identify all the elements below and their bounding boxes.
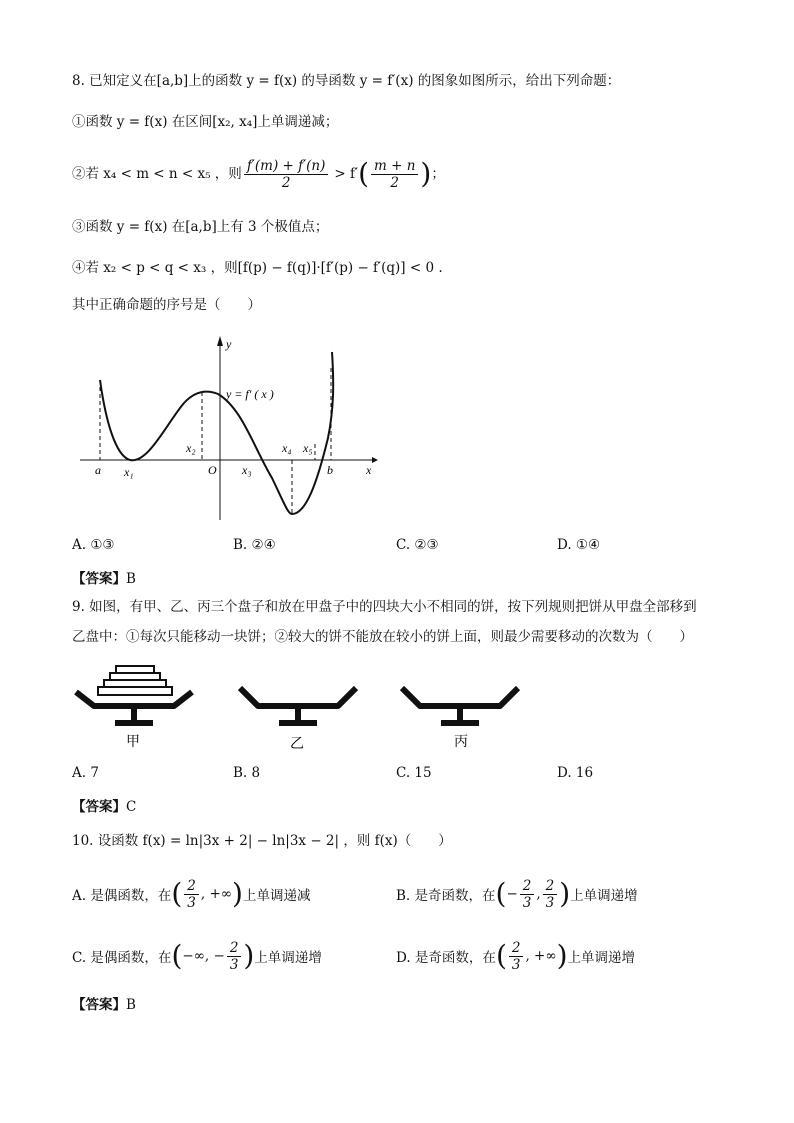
q8-option-d: D. ①④ [557, 537, 601, 553]
q10-optD-post: 上单调递增 [567, 950, 636, 966]
q10-optC-prefix: C. 是偶函数，在 [72, 950, 172, 966]
graph-y-label: y [226, 337, 232, 351]
q8-p2-frac-den: 2 [281, 174, 291, 191]
frac-num: 2 [184, 878, 199, 895]
q8-p2-frac2-den: 2 [390, 174, 399, 191]
q8-p2-fraction-2 [371, 158, 418, 191]
q9-option-c: C. 15 [396, 765, 432, 781]
q10-optB-frac-2 [543, 878, 558, 911]
graph-x-label: x [366, 463, 372, 477]
q10-stem: 10. 设函数 f(x) = ln|3x + 2| − ln|3x − 2| ，则 f(x)（ ） [72, 833, 452, 849]
right-paren-icon: ) [559, 877, 571, 910]
minus-sign: − [506, 886, 518, 902]
q9-plates-figure [72, 658, 532, 754]
q10-optD-prefix: D. 是奇函数，在 [396, 950, 496, 966]
right-paren-icon: ) [243, 939, 255, 972]
q10-answer-tag: 【答案】 [72, 997, 126, 1013]
q10-optB-frac-1 [520, 878, 535, 911]
graph-curve-label: y = f′ ( x ) [226, 387, 274, 401]
left-paren-icon: ( [495, 877, 507, 910]
q10-optC-frac [227, 940, 242, 973]
left-paren-icon: ( [171, 877, 183, 910]
left-paren-icon: ( [358, 157, 370, 190]
q9-stem-line-2: 乙盘中：①每次只能移动一块饼；②较大的饼不能放在较小的饼上面，则最少需要移动的次数为（ ） [72, 629, 693, 645]
q8-proposition-1: ①函数 y = f(x) 在区间[x₂, x₄]上单调递减； [72, 114, 339, 130]
q8-option-a: A. ①③ [72, 537, 115, 553]
q9-option-b: B. 8 [233, 765, 261, 781]
graph-label-x1: x₁ [124, 465, 134, 479]
q8-p2-mid: > f′ [334, 166, 359, 182]
plate-label-jia: 甲 [126, 735, 140, 750]
graph-label-x3: x₃ [242, 463, 252, 477]
q8-proposition-2 [72, 152, 445, 196]
q10-optA-prefix: A. 是偶函数，在 [72, 888, 172, 904]
frac-den: 3 [522, 894, 532, 911]
right-paren-icon: ) [556, 939, 568, 972]
q9-answer-tag: 【答案】 [72, 799, 126, 815]
graph-label-b: b [327, 463, 333, 477]
right-paren-icon: ) [232, 877, 243, 910]
graph-label-x5: x₅ [303, 441, 313, 455]
q8-stem: 8. 已知定义在[a,b]上的函数 y = f(x) 的导函数 y = f′(x) 的图象如图所示，给出下列命题： [72, 73, 621, 89]
frac-den: 3 [511, 956, 521, 973]
interval-end: , +∞ [200, 886, 233, 902]
frac-num: 2 [509, 940, 524, 957]
q10-answer [72, 993, 136, 1013]
q10-answer-value: B [126, 997, 136, 1013]
q9-option-d: D. 16 [557, 765, 594, 781]
plate-jia [76, 666, 192, 726]
q8-proposition-4: ④若 x₂ < p < q < x₃ ，则[f(p) − f(q)]·[f′(p) − f′(q)] < 0 . [72, 260, 443, 276]
q8-answer-tag: 【答案】 [72, 571, 126, 587]
interval-end: , +∞ [525, 948, 557, 964]
q9-option-a: A. 7 [72, 765, 99, 781]
q8-option-b: B. ②④ [233, 537, 276, 553]
frac-num: 2 [543, 878, 558, 895]
frac-den: 3 [545, 894, 555, 911]
q10-option-d [396, 934, 635, 978]
q10-optC-post: 上单调递增 [254, 950, 322, 966]
q9-answer-value: C [126, 799, 137, 815]
graph-label-a: a [95, 463, 101, 477]
q10-optB-prefix: B. 是奇函数，在 [396, 888, 496, 904]
interval-start: −∞, − [182, 948, 225, 964]
q10-option-c [72, 934, 322, 978]
q10-optA-frac [184, 878, 199, 911]
q8-answer [72, 567, 136, 587]
frac-num: 2 [227, 940, 242, 957]
left-paren-icon: ( [171, 939, 183, 972]
frac-num: 2 [520, 878, 535, 895]
q8-answer-value: B [126, 571, 136, 587]
q10-option-b [396, 872, 638, 916]
q8-option-c: C. ②③ [396, 537, 439, 553]
q10-optA-post: 上单调递减 [242, 888, 311, 904]
plate-bing [402, 688, 518, 726]
q8-p2-frac2-num: m + n [371, 158, 418, 175]
plate-label-bing: 丙 [454, 735, 468, 750]
q8-p2-fraction [244, 158, 329, 191]
comma: , [536, 886, 541, 902]
graph-label-x2: x₂ [186, 441, 196, 455]
q8-proposition-3: ③函数 y = f(x) 在[a,b]上有 3 个极值点； [72, 219, 329, 235]
frac-den: 3 [229, 956, 239, 973]
q8-question: 其中正确命题的序号是（ ） [72, 297, 261, 313]
q9-answer [72, 795, 136, 815]
plate-yi [240, 688, 356, 726]
q10-optD-frac [509, 940, 524, 973]
q8-p2-frac-num: f′(m) + f′(n) [244, 158, 329, 175]
plate-label-yi: 乙 [290, 737, 304, 752]
q10-option-a [72, 872, 310, 916]
graph-label-x4: x₄ [282, 441, 292, 455]
q8-p2-end: ； [431, 166, 445, 182]
graph-label-origin: O [208, 463, 217, 477]
left-paren-icon: ( [495, 939, 507, 972]
q8-p2-prefix: ②若 x₄ < m < n < x₅ ，则 [72, 166, 242, 182]
frac-den: 3 [187, 894, 196, 911]
q8-derivative-graph [72, 328, 392, 528]
q10-optB-post: 上单调递增 [570, 888, 638, 904]
right-paren-icon: ) [420, 157, 432, 190]
q9-stem-line-1: 9. 如图，有甲、乙、丙三个盘子和放在甲盘子中的四块大小不相同的饼，按下列规则把饼从甲盘全部移到 [72, 599, 697, 615]
